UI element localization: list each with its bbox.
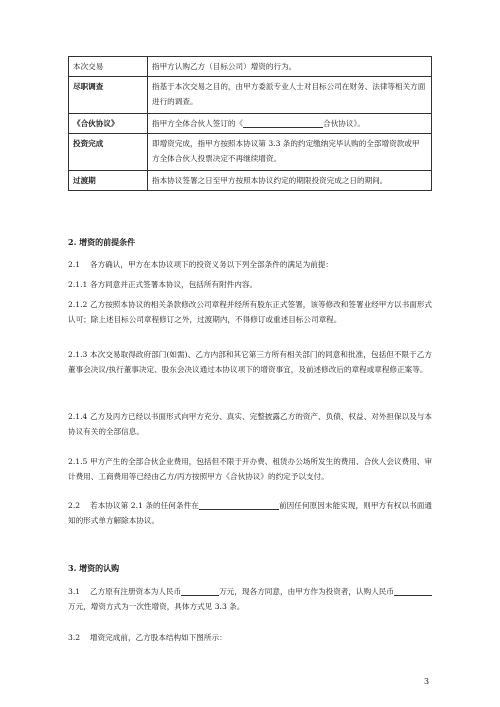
clause-number: 2.1 — [68, 260, 81, 269]
clause-2-1-4 — [68, 409, 432, 439]
term-cell: 投资完成 — [69, 134, 148, 171]
clause-text: 万元，增资方式为一次性增资，具体方式见 3.3 条。 — [68, 602, 245, 611]
table-row — [69, 134, 432, 171]
definition-cell — [148, 114, 432, 134]
clause-3-2 — [68, 630, 432, 645]
clause-text: 各方同意并正式签署本协议，包括所有附件内容。 — [90, 280, 258, 289]
section-heading: 3. 增资的认购 — [68, 563, 120, 573]
term-cell: 尽职调查 — [69, 77, 148, 114]
term-cell: 《合伙协议》 — [69, 114, 148, 134]
clause-3-1 — [68, 584, 432, 614]
clause-text: 乙方按照本协议的相关条款修改公司章程并经所有股东正式签署，该等修改和签署业经甲方以书面形式认可；除上述目标公司章程修订之外，过渡期内，不得修订或重述目标公司章程。 — [68, 300, 432, 324]
clause-text: 万元，现各方同意，由甲方作为投资者，认购人民币 — [219, 587, 394, 596]
fill-blank — [394, 586, 432, 596]
clause-text: 各方确认，甲方在本协议项下的投资义务以下列全部条件的满足为前提： — [90, 260, 333, 269]
table-row — [69, 57, 432, 77]
clause-text: 乙方及丙方已经以书面形式向甲方充分、真实、完整披露乙方的资产、负债、权益、对外担保以及与本协议有关的全部信息。 — [68, 412, 432, 436]
page-number: 3 — [424, 677, 430, 686]
definition-text: 合伙协议》。 — [323, 119, 365, 128]
clause-number: 2.1.4 — [68, 412, 88, 421]
definitions-table — [68, 56, 432, 191]
definition-cell: 即增资完成，指甲方按照本协议第 3.3 条的约定缴纳完毕认购的全部增资款或甲方全体合伙人投票决定不再继续增资。 — [148, 134, 432, 171]
fill-blank — [243, 118, 323, 128]
table-row — [69, 171, 432, 191]
clause-text: 本次交易取得政府部门(如需)、乙方内部和其它第三方所有相关部门的同意和批准，包括但不限于乙方董事会决议/执行董事决定、股东会决议通过本协议项下的增资事宜，及前述修改后的章程或章程修正案等。 — [68, 350, 432, 374]
clause-number: 2.2 — [68, 501, 81, 510]
clause-2-1 — [68, 257, 432, 272]
clause-2-1-2 — [68, 297, 432, 327]
clause-number: 2.1.3 — [68, 350, 88, 359]
section-heading: 2. 增资的前提条件 — [68, 237, 136, 247]
clause-2-2 — [68, 498, 432, 528]
clause-number: 2.1.5 — [68, 457, 88, 466]
clause-2-1-3 — [68, 347, 432, 377]
term-cell: 本次交易 — [69, 57, 148, 77]
clause-number: 2.1.2 — [68, 300, 88, 309]
clause-text: 若本协议第 2.1 条的任何条件在 — [90, 501, 199, 510]
clause-2-1-1 — [68, 277, 432, 292]
clause-text: 乙方原有注册资本为人民币 — [90, 587, 182, 596]
definition-cell: 指甲方认购乙方（目标公司）增资的行为。 — [148, 57, 432, 77]
fill-blank — [181, 586, 219, 596]
clause-number: 2.1.1 — [68, 280, 88, 289]
clause-text: 甲方产生的全部合伙企业费用，包括但不限于开办费、租赁办公场所发生的费用、合伙人会议费用、审计费用、工商费用等已经由乙方/丙方按照甲方《合伙协议》的约定予以支付。 — [68, 457, 432, 481]
definition-text: 指甲方全体合伙人签订的《 — [152, 119, 244, 128]
clause-number: 3.2 — [68, 633, 81, 642]
table-row — [69, 114, 432, 134]
term-cell: 过渡期 — [69, 171, 148, 191]
clause-number: 3.1 — [68, 587, 81, 596]
clause-text: 前因任何原因未能实现，则甲方有权以书面通知的形式单方解除本协议。 — [68, 501, 433, 525]
table-row — [69, 77, 432, 114]
clause-2-1-5 — [68, 454, 432, 484]
clause-text: 增资完成前，乙方股本结构如下图所示： — [90, 633, 227, 642]
definition-cell: 指本协议签署之日至甲方按照本协议约定的期限投资完成之日的期间。 — [148, 171, 432, 191]
fill-blank — [199, 500, 279, 510]
definition-cell: 指基于本次交易之目的，由甲方委派专业人士对目标公司在财务、法律等相关方面进行的调查。 — [148, 77, 432, 114]
